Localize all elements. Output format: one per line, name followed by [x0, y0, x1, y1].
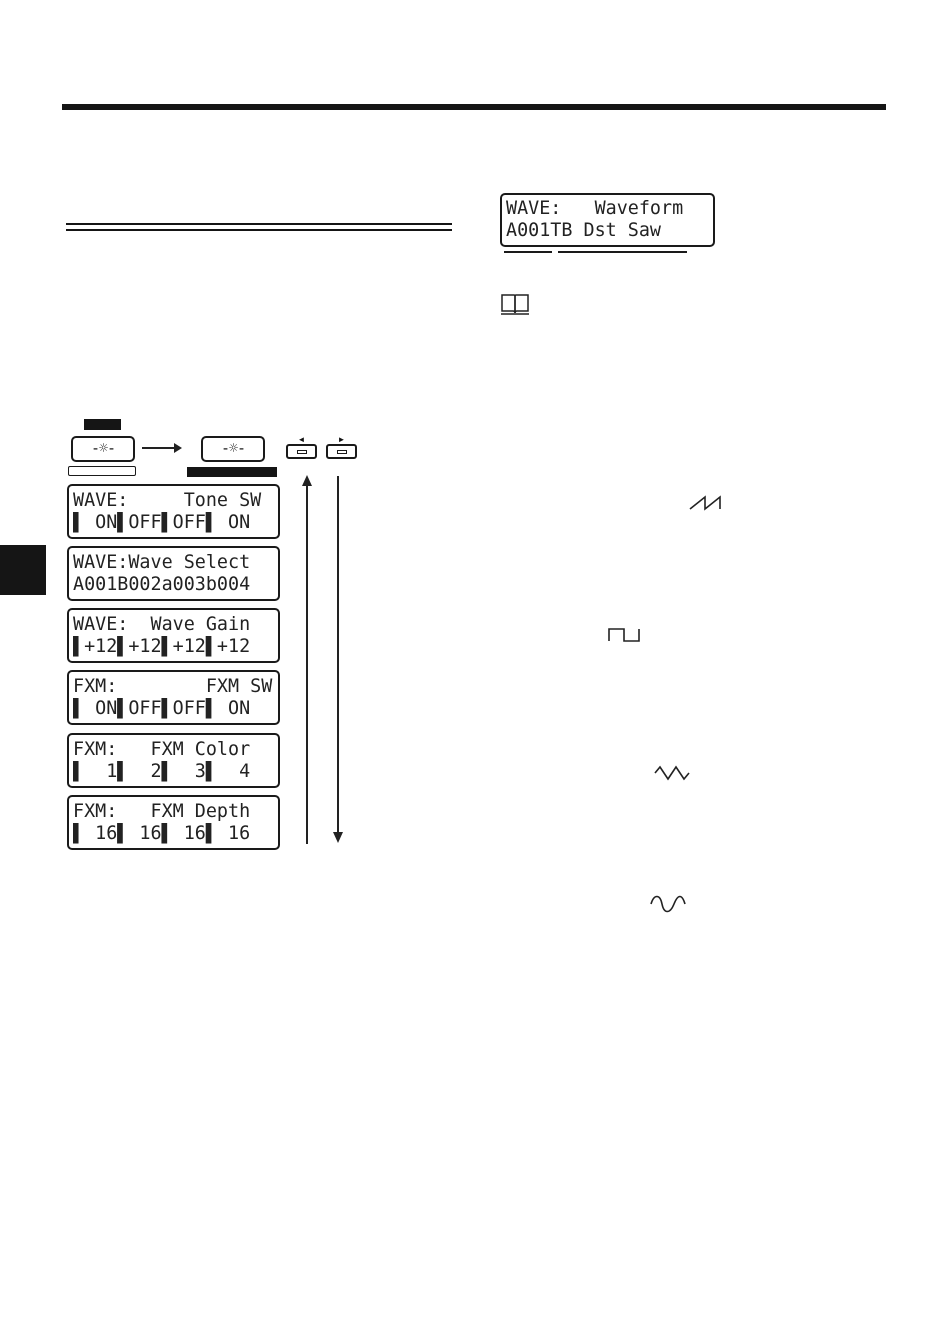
up-arrow-icon — [300, 474, 314, 844]
display-line1: FXM: FXM Depth — [73, 801, 251, 822]
chapter-tab — [0, 545, 46, 595]
display-line2: A001B002a003b004 — [73, 574, 251, 595]
display-line2: ▌ 1▌ 2▌ 3▌ 4 — [73, 761, 251, 782]
square-wave-icon — [608, 627, 642, 643]
button-indicator — [337, 450, 347, 454]
edit-button-label — [187, 467, 277, 477]
left-triangle-icon: ◄ — [297, 435, 306, 444]
book-icon — [500, 292, 530, 316]
display-line2: ▌ ON▌OFF▌OFF▌ ON — [73, 698, 251, 719]
display-line1: WAVE: Wave Gain — [73, 614, 251, 635]
display-line2: ▌ ON▌OFF▌OFF▌ ON — [73, 512, 251, 533]
header-rule — [62, 104, 886, 110]
flash-indicator-icon: -☼- — [220, 439, 246, 457]
triangle-wave-icon — [654, 765, 690, 781]
right-triangle-icon: ► — [337, 435, 346, 444]
section-rule-top — [66, 223, 452, 225]
display-line1: FXM: FXM SW — [73, 676, 273, 697]
page-down-button[interactable] — [326, 435, 357, 459]
display-line1: FXM: FXM Color — [73, 739, 251, 760]
wave-button[interactable] — [71, 436, 135, 462]
waveform-display — [500, 193, 715, 247]
shift-label — [84, 419, 121, 430]
display-line1: WAVE: Tone SW — [73, 490, 262, 511]
display-fxm-depth — [67, 795, 280, 850]
wave-button-label — [68, 466, 136, 476]
display-wave-gain — [67, 608, 280, 663]
display-line1: WAVE:Wave Select — [73, 552, 251, 573]
display-tone-sw — [67, 484, 280, 539]
down-arrow-icon — [331, 476, 345, 846]
sawtooth-wave-icon — [689, 495, 725, 511]
display-line2: ▌+12▌+12▌+12▌+12 — [73, 636, 251, 657]
right-arrow-icon — [141, 442, 183, 454]
page-up-button[interactable] — [286, 435, 317, 459]
flash-indicator-icon: -☼- — [90, 439, 116, 457]
sine-wave-icon — [650, 895, 686, 913]
edit-button[interactable] — [201, 436, 265, 462]
display-fxm-color — [67, 733, 280, 788]
waveform-display-line1: WAVE: Waveform — [506, 198, 684, 219]
button-indicator — [297, 450, 307, 454]
wave-group-underline — [504, 251, 552, 253]
display-line2: ▌ 16▌ 16▌ 16▌ 16 — [73, 823, 251, 844]
display-wave-select — [67, 546, 280, 601]
section-rule-bottom — [66, 229, 452, 231]
waveform-display-line2: A001TB Dst Saw — [506, 220, 662, 241]
wave-name-underline — [558, 251, 687, 253]
display-fxm-sw — [67, 670, 280, 725]
